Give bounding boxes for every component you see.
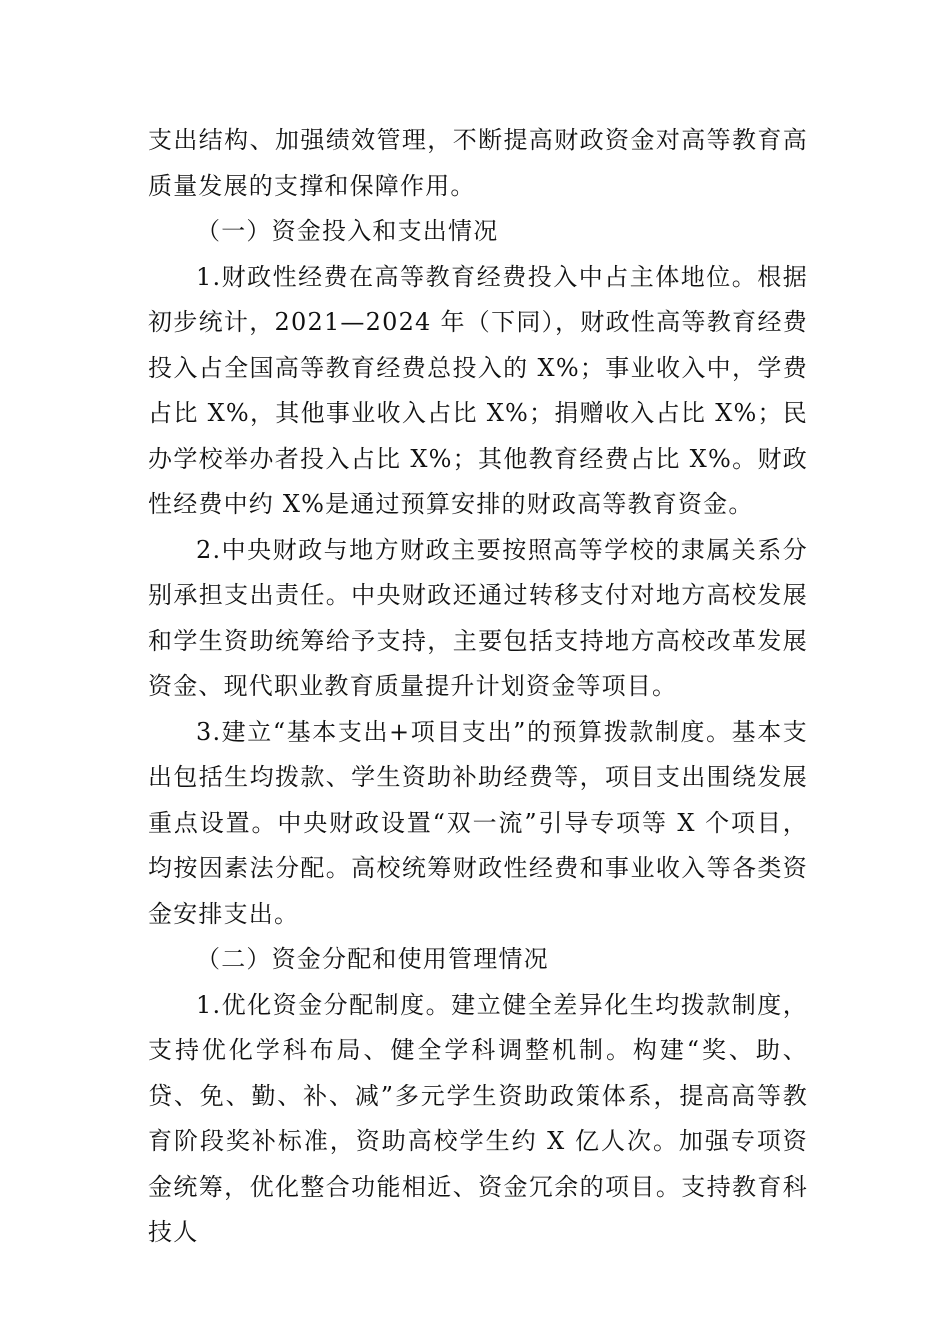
document-body	[148, 118, 808, 1256]
paragraph-continuation: 支出结构、加强绩效管理，不断提高财政资金对高等教育高质量发展的支撑和保障作用。	[148, 126, 808, 200]
paragraph-allocation-system: 1.优化资金分配制度。建立健全差异化生均拨款制度，支持优化学科布局、健全学科调整机制。构建“奖、助、贷、免、勤、补、减”多元学生资助政策体系，提高高等教育阶段奖补标准，资助高校学生约 X 亿人次。加强专项资金统筹，优化整合功能相近、资金冗余的项目。支持教育科技人	[148, 990, 808, 1246]
paragraph-central-local: 2.中央财政与地方财政主要按照高等学校的隶属关系分别承担支出责任。中央财政还通过转移支付对地方高校发展和学生资助统筹给予支持，主要包括支持地方高校改革发展资金、现代职业教育质量提升计划资金等项目。	[148, 535, 808, 700]
paragraph-budget-system: 3.建立“基本支出+项目支出”的预算拨款制度。基本支出包括生均拨款、学生资助补助经费等，项目支出围绕发展重点设置。中央财政设置“双一流”引导专项等 X 个项目，均按因素法分配。高校统筹财政性经费和事业收入等各类资金安排支出。	[148, 717, 808, 928]
section-heading-funding-input: （一）资金投入和支出情况	[196, 217, 499, 245]
paragraph-fiscal-funding: 1.财政性经费在高等教育经费投入中占主体地位。根据初步统计，2021—2024 年（下同），财政性高等教育经费投入占全国高等教育经费总投入的 X%；事业收入中，学费占比 X%，其他事业收入占比 X%；捐赠收入占比 X%；民办学校举办者投入占比 X%；其他教育经费占比 X%。财政性经费中约 X%是通过预算安排的财政高等教育资金。	[148, 262, 808, 518]
section-heading-allocation: （二）资金分配和使用管理情况	[196, 945, 549, 973]
